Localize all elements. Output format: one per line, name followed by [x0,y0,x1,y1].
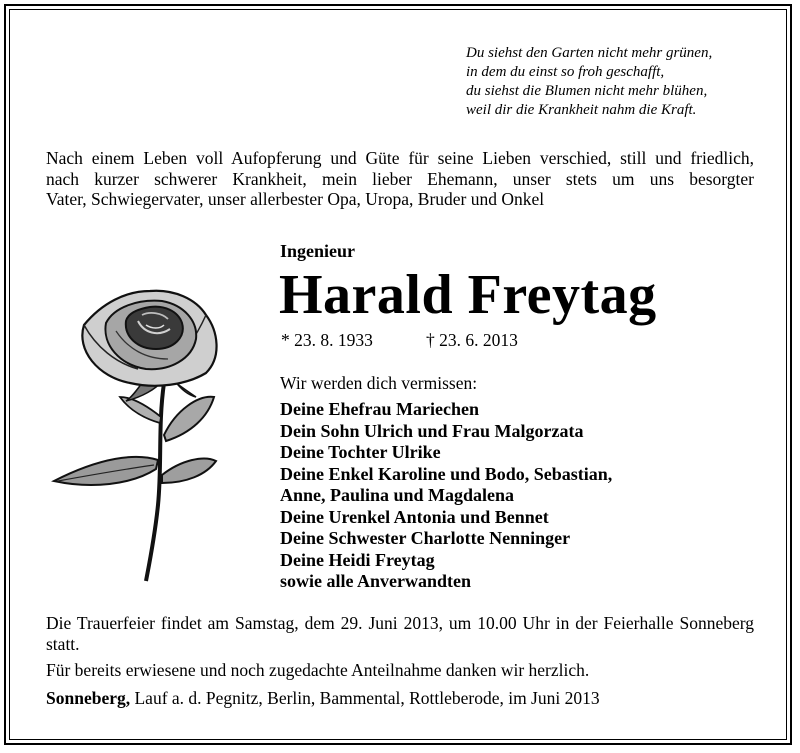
places-rest: Lauf a. d. Pegnitz, Berlin, Bammental, Rottleberode, im Juni 2013 [130,688,600,708]
places-first: Sonneberg, [46,688,131,708]
intro-line: Nach einem Leben voll Aufopferung und Güte für seine Lieben verschied, still und friedlich, [46,148,754,168]
life-dates [281,330,518,351]
rose-leaf-left [54,457,158,485]
rose-leaf-right-upper [164,397,214,441]
deceased-name: Harald Freytag [279,264,657,326]
poem-line: in dem du einst so froh geschafft, [466,64,665,80]
thanks-note: Für bereits erwiesene und noch zugedachte Anteilnahme danken wir herzlich. [46,660,590,680]
mourner-line: Anne, Paulina und Magdalena [280,485,515,505]
poem-line: weil dir die Krankheit nahm die Kraft. [466,102,697,118]
birth-date: * 23. 8. 1933 [281,330,373,350]
poem-line: Du siehst den Garten nicht mehr grünen, [466,45,713,61]
intro-line: nach kurzer schwerer Krankheit, mein lieber Ehemann, unser stets um uns besorgter [46,168,754,189]
mourner-line: Deine Urenkel Antonia und Bennet [280,506,549,527]
death-date: † 23. 6. 2013 [426,330,518,350]
poem-line: du siehst die Blumen nicht mehr blühen, [466,83,708,99]
deceased-title: Ingenieur [280,241,356,261]
funeral-notice: Die Trauerfeier findet am Samstag, dem 29. Juni 2013, um 10.00 Uhr in der Feierhalle Sonneberg statt. [46,613,754,654]
intro-paragraph [46,148,754,210]
intro-line: Vater, Schwiegervater, unser allerbester Opa, Uropa, Bruder und Onkel [46,189,545,209]
places-line [46,688,600,709]
mourners-list [280,399,612,593]
poem [466,44,712,120]
mourner-line: sowie alle Anverwandten [280,571,471,591]
mourner-line: Deine Tochter Ulrike [280,442,441,462]
rose-icon [46,285,246,583]
mourner-line: Deine Enkel Karoline und Bodo, Sebastian, [280,463,613,484]
mourner-line: Deine Ehefrau Mariechen [280,399,479,419]
mourner-line: Deine Heidi Freytag [280,549,435,570]
mourner-line: Deine Schwester Charlotte Nenninger [280,528,571,548]
mourners-intro: Wir werden dich vermissen: [280,373,478,393]
mourner-line: Dein Sohn Ulrich und Frau Malgorzata [280,420,584,441]
rose-leaf-right-lower [162,459,216,483]
